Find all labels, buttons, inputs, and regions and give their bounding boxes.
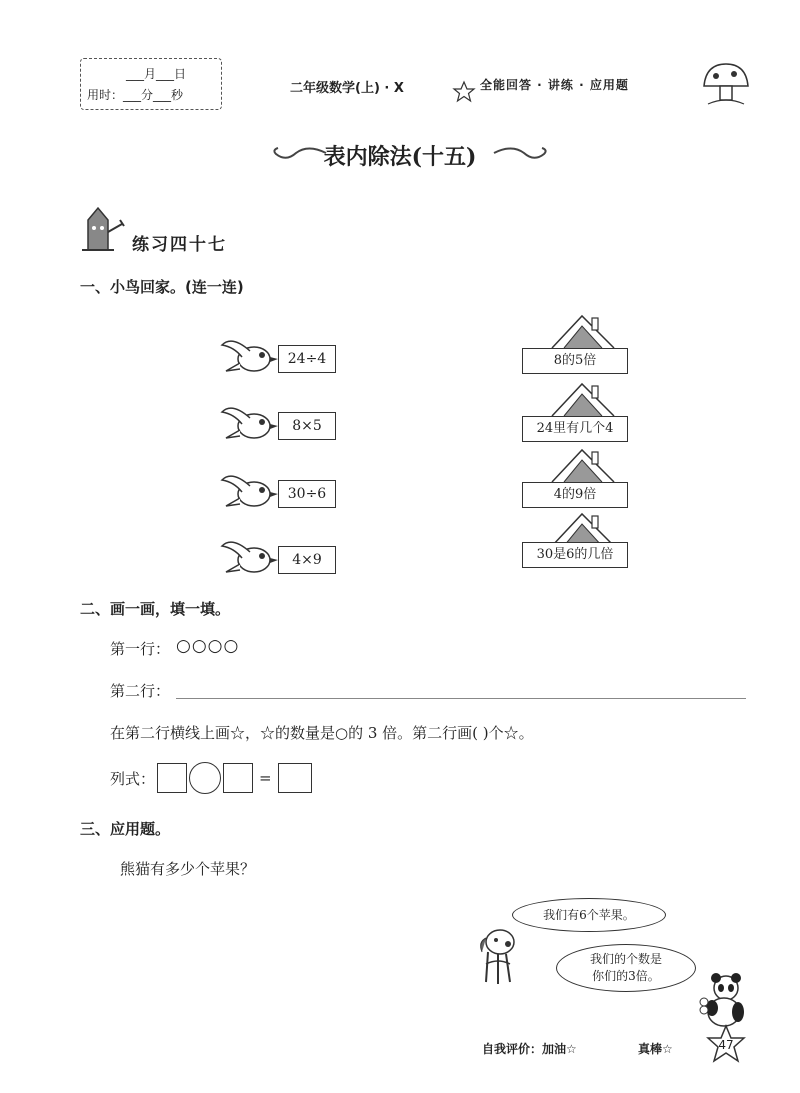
section3-heading: 三、应用题。 <box>80 820 171 838</box>
bird-icon <box>220 335 280 379</box>
formula-result-box[interactable] <box>278 763 312 793</box>
mushroom-icon <box>700 60 752 108</box>
formula-row <box>110 762 312 794</box>
bird-icon <box>220 402 280 446</box>
formula-operator-circle[interactable] <box>189 762 221 794</box>
bird-icon <box>220 470 280 514</box>
formula-box-2[interactable] <box>223 763 253 793</box>
formula-label: 列式： <box>110 769 156 788</box>
duration-line: 用时：___分___秒 <box>87 88 184 102</box>
row1-circles: ○○○○ <box>176 636 240 656</box>
page-title: 表内除法(十五) <box>323 144 477 170</box>
great-rating: 真棒☆ <box>638 1042 673 1056</box>
bird-card[interactable]: 30÷6 <box>278 480 336 508</box>
pencil-mascot-icon <box>78 204 130 256</box>
book-title: 二年级数学(上) · X <box>290 81 404 96</box>
bird-icon <box>220 536 280 580</box>
house-roof-icon <box>522 380 628 418</box>
self-eval-label: 自我评价：加油☆ <box>482 1042 577 1056</box>
panda-speech-bubble <box>556 944 696 992</box>
instruction-text: 在第二行横线上画☆，☆的数量是○的 3 倍。第二行画( )个☆。 <box>110 724 534 742</box>
date-line: ___月___日 <box>126 67 187 81</box>
dog-speech-bubble: 我们有6个苹果。 <box>512 898 666 932</box>
house-card[interactable]: 4的9倍 <box>522 482 628 508</box>
bird-card[interactable]: 4×9 <box>278 546 336 574</box>
star-icon <box>452 80 476 104</box>
house-roof-icon <box>522 312 628 350</box>
time-record-box <box>80 58 222 110</box>
panda-icon <box>694 972 750 1028</box>
series-name: 全能回答 · 讲练 · 应用题 <box>480 78 629 92</box>
practice-heading: 练习四十七 <box>132 235 227 255</box>
row1-label: 第一行： <box>110 640 171 658</box>
house-card[interactable]: 30是6的几倍 <box>522 542 628 568</box>
section2-heading: 二、画一画，填一填。 <box>80 600 231 618</box>
equals-sign: = <box>259 769 272 787</box>
bird-card[interactable]: 24÷4 <box>278 345 336 373</box>
section1-heading: 一、小鸟回家。(连一连) <box>80 278 244 296</box>
row2-draw-line[interactable] <box>176 698 746 699</box>
house-card[interactable]: 8的5倍 <box>522 348 628 374</box>
house-roof-icon <box>522 446 628 484</box>
bird-card[interactable]: 8×5 <box>278 412 336 440</box>
formula-box-1[interactable] <box>157 763 187 793</box>
page-number: 47 <box>718 1038 734 1052</box>
right-ornament-icon <box>492 142 552 164</box>
dog-icon <box>472 924 528 988</box>
row2-label: 第二行： <box>110 682 171 700</box>
house-card[interactable]: 24里有几个4 <box>522 416 628 442</box>
question-text: 熊猫有多少个苹果？ <box>120 860 256 878</box>
panda-bubble-line2: 你们的3倍。 <box>592 969 660 983</box>
panda-bubble-line1: 我们的个数是 <box>589 952 662 966</box>
